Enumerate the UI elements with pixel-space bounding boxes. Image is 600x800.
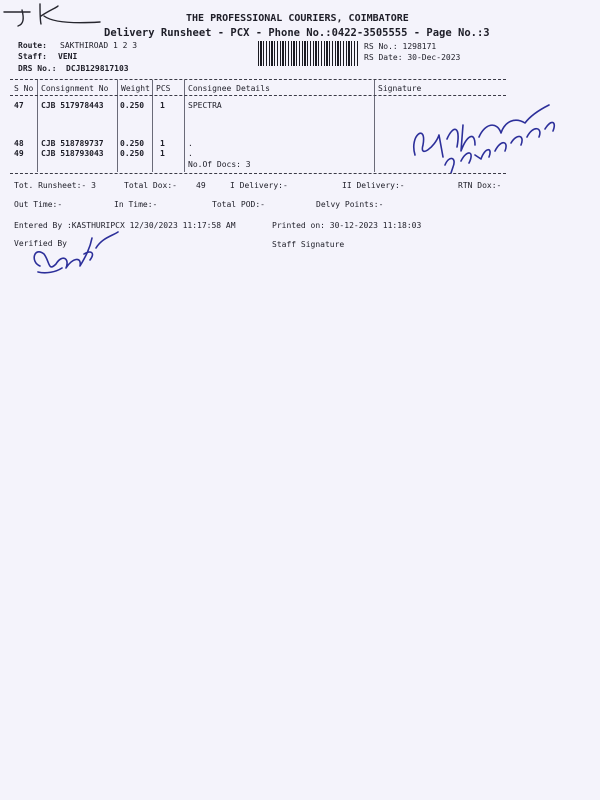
drs-label: DRS No.: [18,64,57,73]
barcode-icon [258,41,358,66]
total-pod: Total POD:- [212,200,265,209]
rs-number: RS No.: 1298171 [364,42,437,51]
row-consignment: CJB 517978443 [41,101,104,110]
verified-signature [26,228,121,276]
row-pcs: 1 [160,101,165,110]
rs-date: RS Date: 30-Dec-2023 [364,53,461,62]
row-consignment: CJB 518789737 [41,139,104,148]
total-dox-label: Total Dox:- [124,181,177,190]
drs-value: DCJB129817103 [66,64,129,73]
route-label: Route: [18,41,47,50]
table-bottom-divider [10,173,506,174]
column-divider [184,80,185,172]
verified-by-label: Verified By [14,239,67,248]
row-weight: 0.250 [120,139,145,148]
out-time: Out Time:- [14,200,63,209]
staff-signature-mark [0,0,105,30]
col-consignment-header: Consignment No [41,84,109,93]
row-consignment: CJB 518793043 [41,149,104,158]
row-weight: 0.250 [120,101,145,110]
staff-label: Staff: [18,52,47,61]
column-divider [117,80,118,172]
column-divider [374,80,375,172]
entered-by: Entered By :KASTHURIPCX 12/30/2023 11:17:58 AM [14,221,236,230]
tot-runsheet: Tot. Runsheet:- 3 [14,181,96,190]
company-name: THE PROFESSIONAL COURIERS, COIMBATORE [186,13,409,24]
row-sno: 49 [14,149,24,158]
col-weight-header: Weight [121,84,150,93]
column-divider [37,80,38,172]
rtn-dox: RTN Dox:- [458,181,502,190]
row-pcs: 1 [160,139,165,148]
total-dox-value: 49 [196,181,206,190]
ii-delivery: II Delivery:- [342,181,405,190]
col-consignee-header: Consignee Details [188,84,270,93]
row-pcs: 1 [160,149,165,158]
handwritten-signature [405,95,555,175]
row-sno: 48 [14,139,24,148]
printed-on: Printed on: 30-12-2023 11:18:03 [272,221,422,230]
column-divider [152,80,153,172]
route-value: SAKTHIROAD 1 2 3 [60,41,138,50]
row-consignee: . [188,139,193,148]
staff-value: VENI [58,52,78,61]
row-weight: 0.250 [120,149,145,158]
staff-signature-label: Staff Signature [272,240,345,249]
row-consignee: SPECTRA [188,101,222,110]
docs-count: No.Of Docs: 3 [188,160,251,169]
table-top-divider [10,79,506,80]
in-time: In Time:- [114,200,158,209]
runsheet-title: Delivery Runsheet - PCX - Phone No.:0422-3505555 - Page No.:3 [104,27,490,39]
delvy-points: Delvy Points:- [316,200,384,209]
col-signature-header: Signature [378,84,422,93]
col-pcs-header: PCS [156,84,171,93]
i-delivery: I Delivery:- [230,181,288,190]
row-consignee: . [188,149,193,158]
row-sno: 47 [14,101,24,110]
col-sno-header: S No [14,84,34,93]
